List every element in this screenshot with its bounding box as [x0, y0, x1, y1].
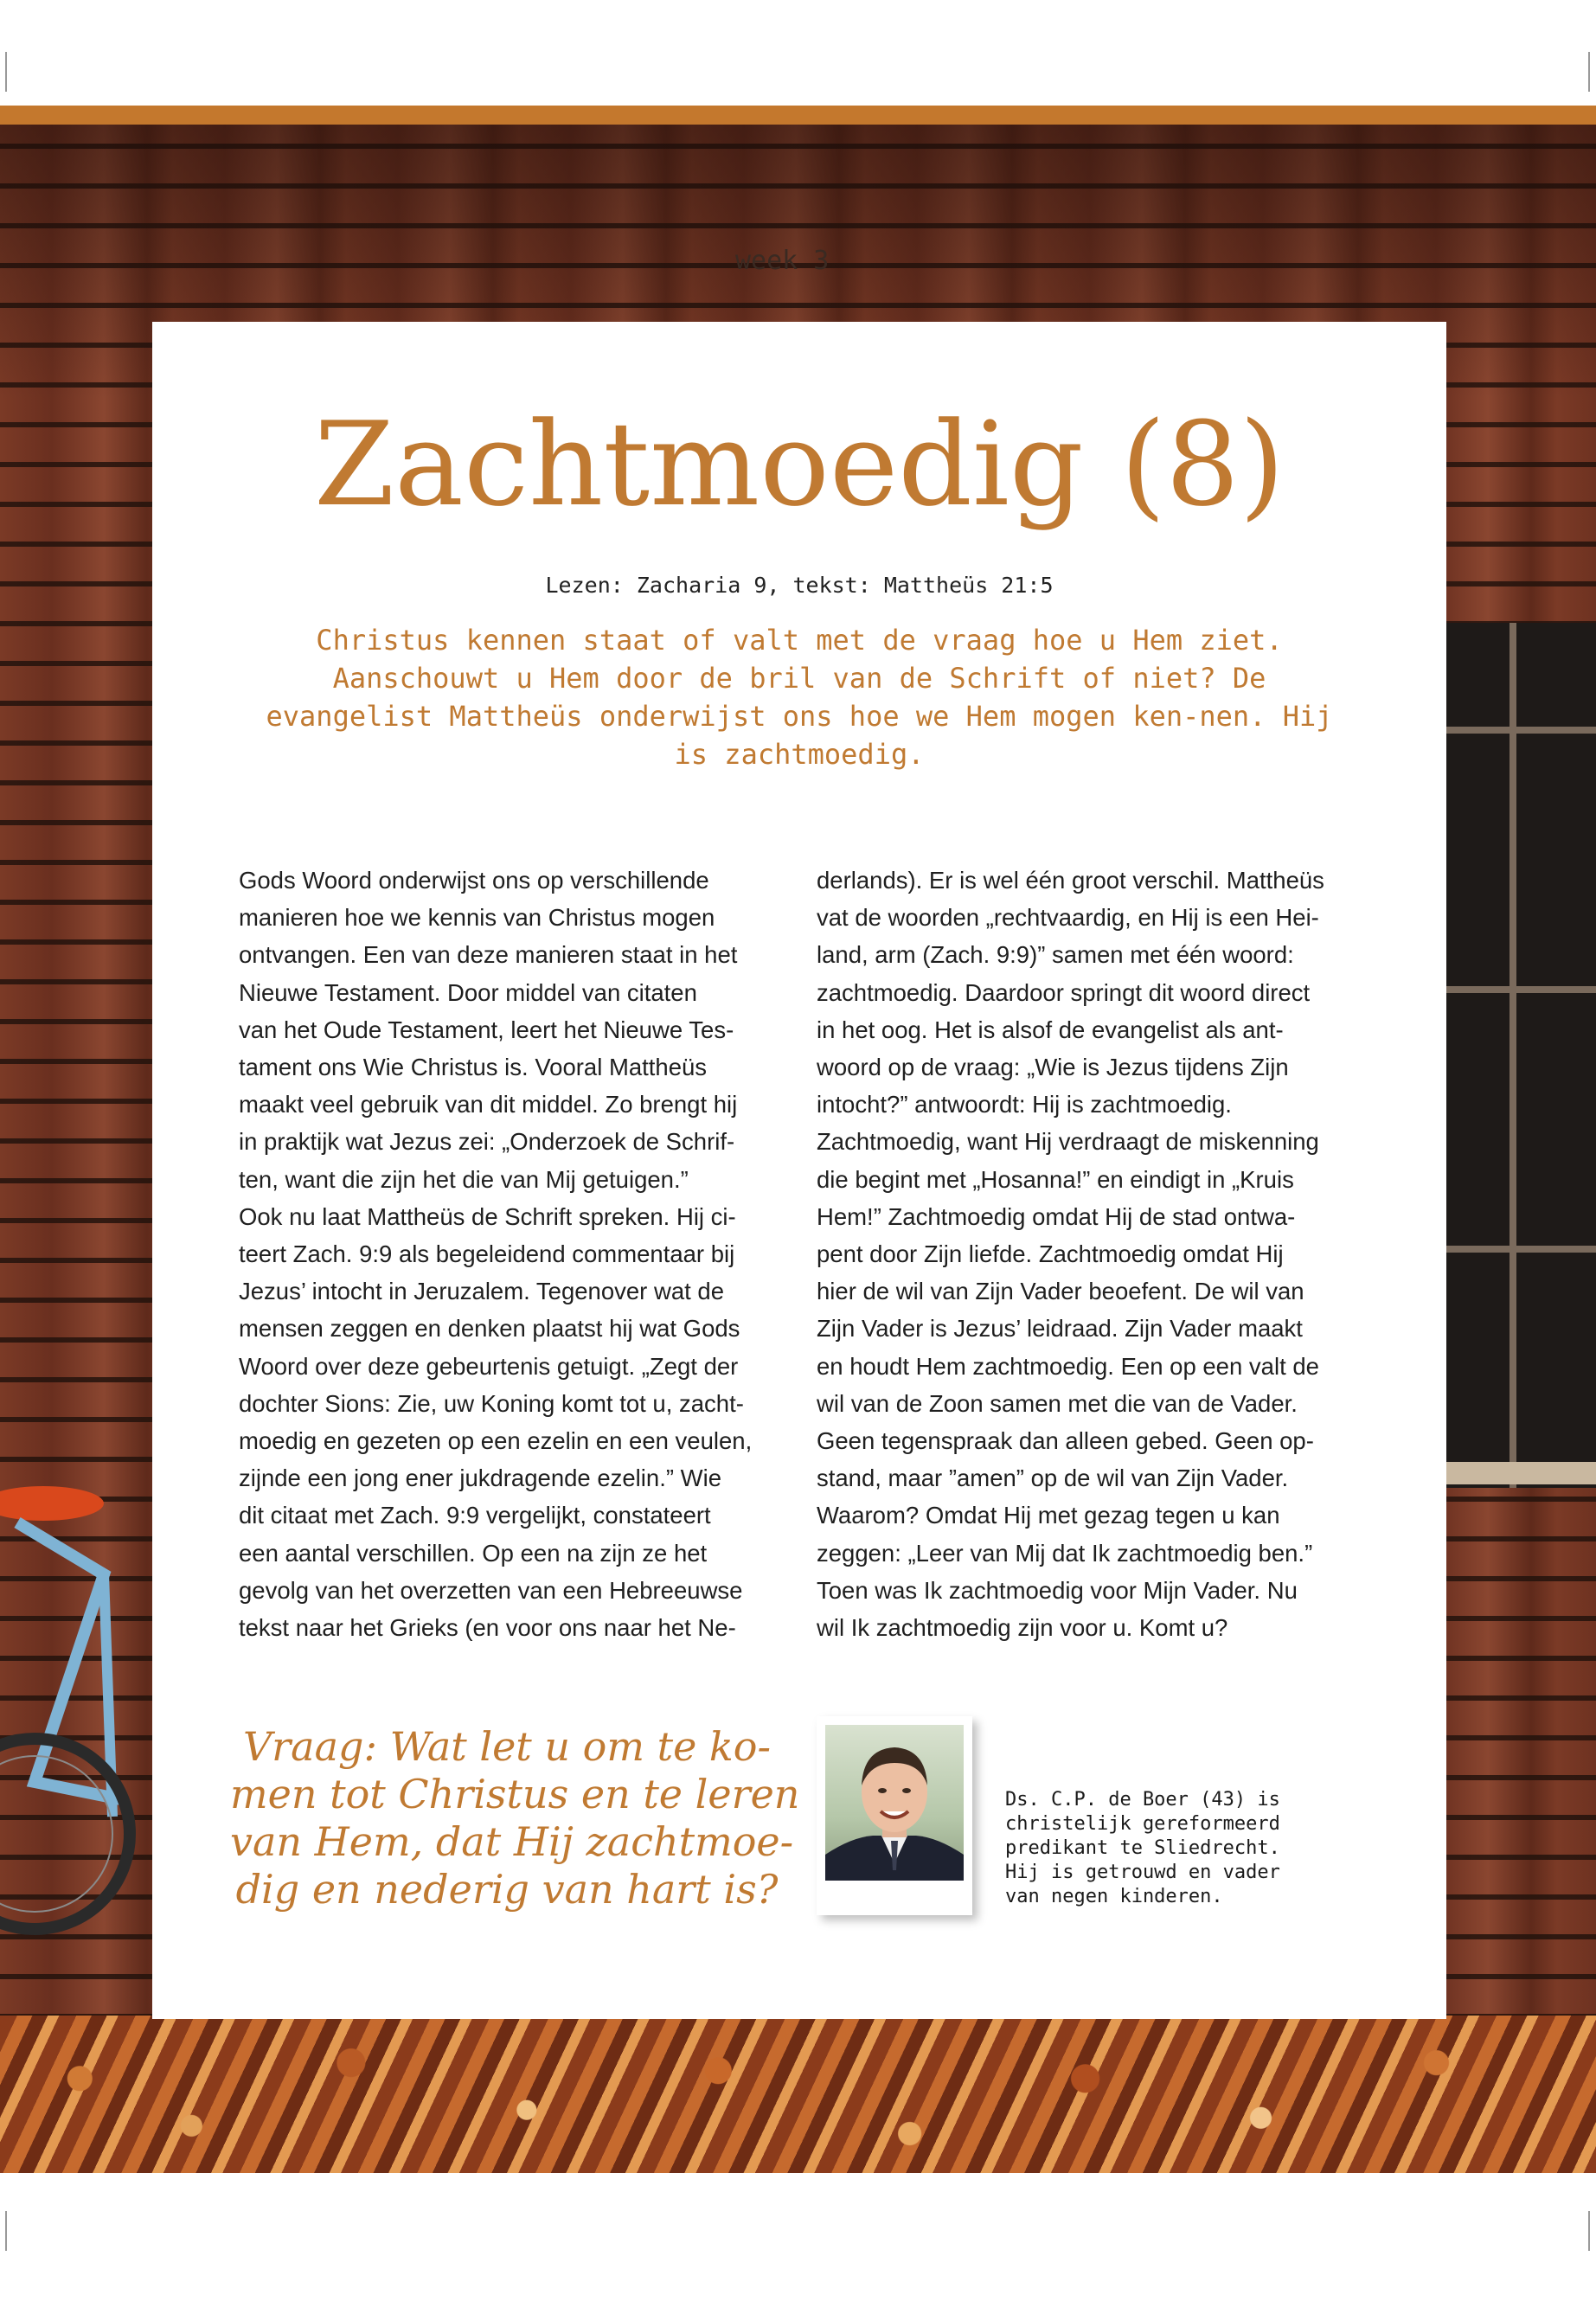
bio-line: christelijk gereformeerd: [1005, 1813, 1280, 1835]
body-line: en houdt Hem zachtmoedig. Een op een valt de: [817, 1352, 1319, 1380]
body-line: ten, want die zijn het die van Mij getuigen.”: [239, 1165, 689, 1193]
body-line: zeggen: „Leer van Mij dat Ik zachtmoedig ben.”: [817, 1539, 1313, 1567]
body-line: Waarom? Omdat Hij met gezag tegen u kan: [817, 1502, 1280, 1529]
body-line: moedig en gezeten op een ezelin en een veulen,: [239, 1427, 753, 1455]
author-photo: [817, 1716, 972, 1915]
body-line: van het Oude Testament, leert het Nieuwe Tes-: [239, 1016, 734, 1043]
body-line: die begint met „Hosanna!” en eindigt in „Kruis: [817, 1165, 1294, 1193]
body-line: Ook nu laat Mattheüs de Schrift spreken. Hij ci-: [239, 1202, 736, 1230]
body-line: teert Zach. 9:9 als begeleidend commentaar bij: [239, 1240, 735, 1268]
body-line: Gods Woord onderwijst ons op verschillende: [239, 867, 709, 894]
body-line: tekst naar het Grieks (en voor ons naar het Ne-: [239, 1614, 736, 1642]
crop-mark-top-right: [1588, 52, 1590, 92]
body-line: gevolg van het overzetten van een Hebreeuwse: [239, 1576, 743, 1604]
bicycle-image: [0, 1471, 156, 1955]
question-line: dig en nederig van hart is?: [235, 1866, 779, 1913]
body-line: Toen was Ik zachtmoedig voor Mijn Vader. Nu: [817, 1576, 1298, 1604]
body-line: wil Ik zachtmoedig zijn voor u. Komt u?: [817, 1614, 1228, 1642]
body-line: pent door Zijn liefde. Zachtmoedig omdat Hij: [817, 1240, 1284, 1268]
question-line: men tot Christus en te leren: [230, 1771, 800, 1817]
body-column-2: [817, 862, 1370, 1646]
crop-mark-bottom-right: [1588, 2211, 1590, 2251]
body-line: tament ons Wie Christus is. Vooral Mattheüs: [239, 1054, 708, 1081]
body-line: een aantal verschillen. Op een na zijn ze het: [239, 1539, 708, 1567]
question-line: Vraag: Wat let u om te ko-: [242, 1723, 772, 1770]
article-intro: Christus kennen staat of valt met de vraag hoe u Hem ziet. Aanschouwt u Hem door de bril van de Schrift of niet? De evangelist Mattheüs onderwijst ons hoe we Hem mogen ken-nen. Hij is zachtmoedig.: [266, 624, 1333, 771]
body-line: wil van de Zoon samen met die van de Vader.: [817, 1389, 1298, 1417]
body-line: hier de wil van Zijn Vader beoefent. De wil van: [817, 1278, 1304, 1305]
body-line: mensen zeggen en denken plaatst hij wat Gods: [239, 1315, 740, 1343]
reflection-question: [230, 1723, 800, 1913]
body-line: Zijn Vader is Jezus’ leidraad. Zijn Vader maakt: [817, 1315, 1303, 1343]
question-line: van Hem, dat Hij zachtmoe-: [230, 1818, 794, 1865]
crop-mark-bottom-left: [5, 2211, 7, 2251]
bio-line: Ds. C.P. de Boer (43) is: [1005, 1789, 1280, 1811]
reading-reference: Lezen: Zacharia 9, tekst: Mattheüs 21:5: [545, 573, 1054, 598]
crop-mark-top-left: [5, 52, 7, 92]
body-line: land, arm (Zach. 9:9)” samen met één woord:: [817, 941, 1294, 969]
top-accent-bar: [0, 106, 1596, 125]
body-line: Jezus’ intocht in Jeruzalem. Tegenover wat de: [239, 1278, 724, 1305]
autumn-leaves-ground: [0, 2016, 1596, 2173]
body-line: vat de woorden „rechtvaardig, en Hij is een Hei-: [817, 904, 1319, 932]
body-line: Geen tegenspraak dan alleen gebed. Geen op-: [817, 1427, 1314, 1455]
body-line: in praktijk wat Jezus zei: „Onderzoek de Schrif-: [239, 1128, 735, 1156]
body-line: zijnde een jong ener jukdragende ezelin.” Wie: [239, 1465, 721, 1492]
body-line: in het oog. Het is alsof de evangelist als ant-: [817, 1016, 1284, 1043]
body-line: Zachtmoedig, want Hij verdraagt de miskenning: [817, 1128, 1319, 1156]
body-line: derlands). Er is wel één groot verschil. Mattheüs: [817, 867, 1324, 894]
author-bio: [1005, 1788, 1317, 1909]
body-line: zachtmoedig. Daardoor springt dit woord direct: [817, 978, 1311, 1006]
article-title: Zachtmoedig (8): [313, 397, 1285, 532]
bio-line: Hij is getrouwd en vader: [1005, 1862, 1280, 1883]
body-line: stand, maar ”amen” op de wil van Zijn Vader.: [817, 1465, 1289, 1492]
week-label: week 3: [735, 246, 830, 276]
body-line: dochter Sions: Zie, uw Koning komt tot u, zacht-: [239, 1389, 744, 1417]
body-line: intocht?” antwoordt: Hij is zachtmoedig.: [817, 1091, 1232, 1118]
article-panel: [152, 322, 1446, 2019]
body-line: Nieuwe Testament. Door middel van citaten: [239, 978, 697, 1006]
bio-line: predikant te Sliedrecht.: [1005, 1837, 1280, 1859]
body-line: manieren hoe we kennis van Christus mogen: [239, 904, 715, 932]
body-line: Woord over deze gebeurtenis getuigt. „Zegt der: [239, 1352, 739, 1380]
body-line: maakt veel gebruik van dit middel. Zo brengt hij: [239, 1091, 738, 1118]
body-line: ontvangen. Een van deze manieren staat in het: [239, 941, 738, 969]
body-column-1: [239, 862, 792, 1646]
body-line: woord op de vraag: „Wie is Jezus tijdens Zijn: [817, 1054, 1289, 1081]
body-line: Hem!” Zachtmoedig omdat Hij de stad ontwa-: [817, 1202, 1296, 1230]
body-line: dit citaat met Zach. 9:9 vergelijkt, constateert: [239, 1502, 711, 1529]
bio-line: van negen kinderen.: [1005, 1886, 1223, 1907]
